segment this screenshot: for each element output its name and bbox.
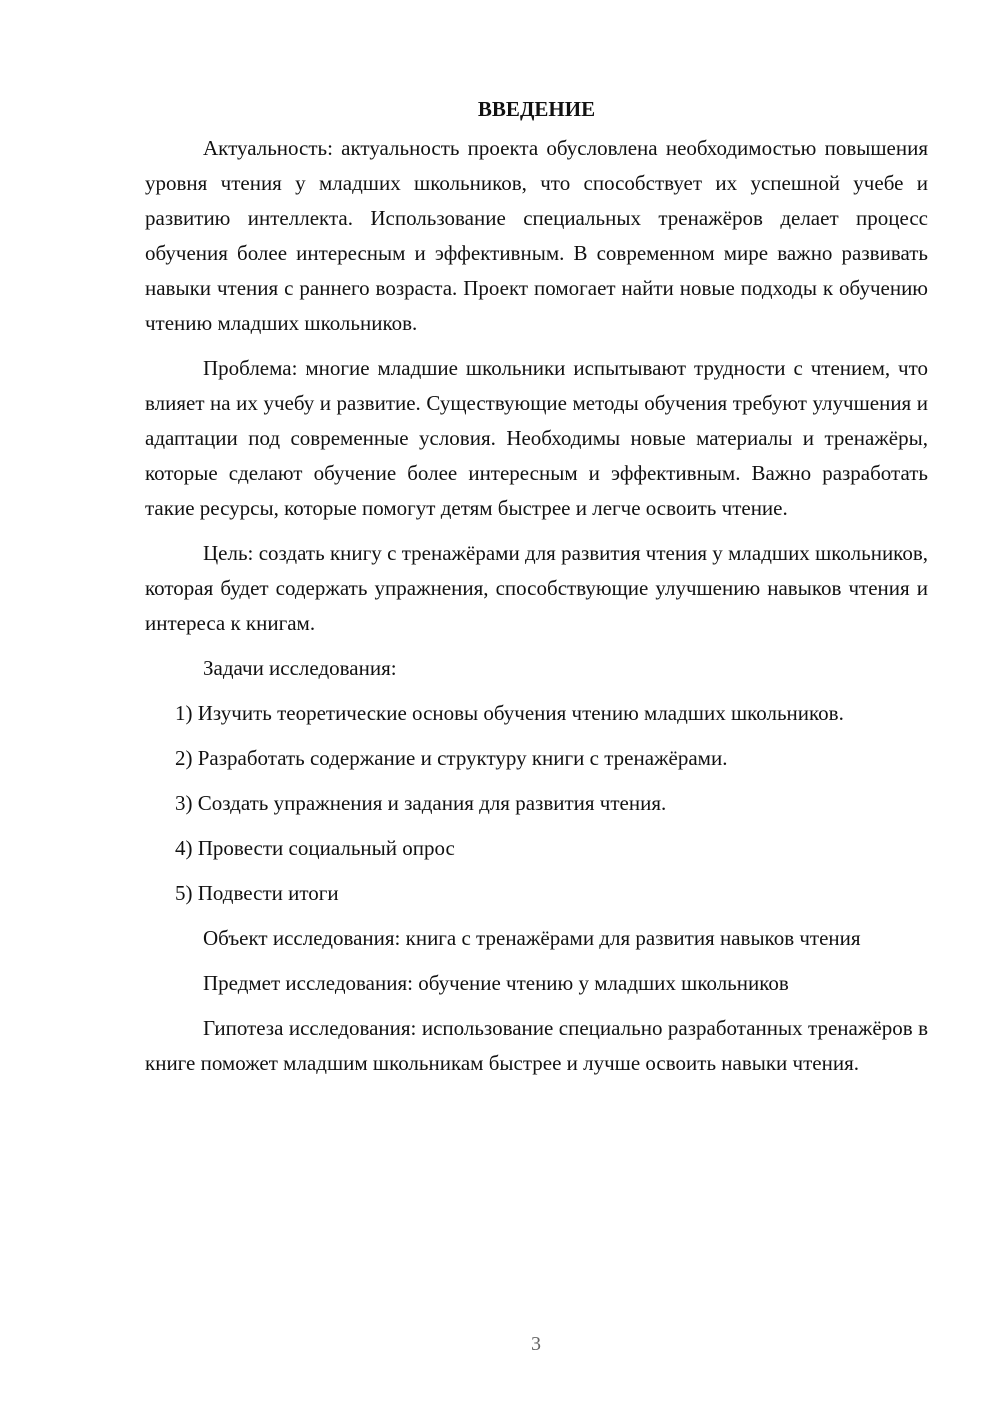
goal-paragraph: Цель: создать книгу с тренажёрами для развития чтения у младших школьников, которая будет содержать упражнения, способствующие улучшению навыков чтения и интереса к книгам. [145, 541, 928, 635]
task-item-1: 1) Изучить теоретические основы обучения чтению младших школьников. [175, 701, 844, 725]
tasks-heading: Задачи исследования: [203, 656, 397, 680]
problem-paragraph: Проблема: многие младшие школьники испытывают трудности с чтением, что влияет на их учебу и развитие. Существующие методы обучения требуют улучшения и адаптации под современные условия. Необходимы новые материалы и тренажёры, которые сделают обучение более интересным и эффективным. Важно разработать такие ресурсы, которые помогут детям быстрее и легче освоить чтение. [145, 356, 928, 520]
task-item-4: 4) Провести социальный опрос [175, 836, 455, 860]
task-item-3: 3) Создать упражнения и задания для развития чтения. [175, 791, 667, 815]
page-number: 3 [531, 1333, 541, 1355]
hypothesis-paragraph: Гипотеза исследования: использование специально разработанных тренажёров в книге поможет младшим школьникам быстрее и лучше освоить навыки чтения. [145, 1016, 928, 1075]
task-item-5: 5) Подвести итоги [175, 881, 339, 905]
task-item-2: 2) Разработать содержание и структуру книги с тренажёрами. [175, 746, 728, 770]
page-title: ВВЕДЕНИЕ [477, 97, 596, 121]
subject-paragraph: Предмет исследования: обучение чтению у младших школьников [203, 971, 789, 995]
relevance-paragraph: Актуальность: актуальность проекта обусловлена необходимостью повышения уровня чтения у младших школьников, что способствует их успешной учебе и развитию интеллекта. Использование специальных тренажёров делает процесс обучения более интересным и эффективным. В современном мире важно развивать навыки чтения с раннего возраста. Проект помогает найти новые подходы к обучению чтению младших школьников. [145, 136, 928, 335]
object-paragraph: Объект исследования: книга с тренажёрами для развития навыков чтения [203, 926, 861, 950]
document-page [145, 92, 928, 1091]
